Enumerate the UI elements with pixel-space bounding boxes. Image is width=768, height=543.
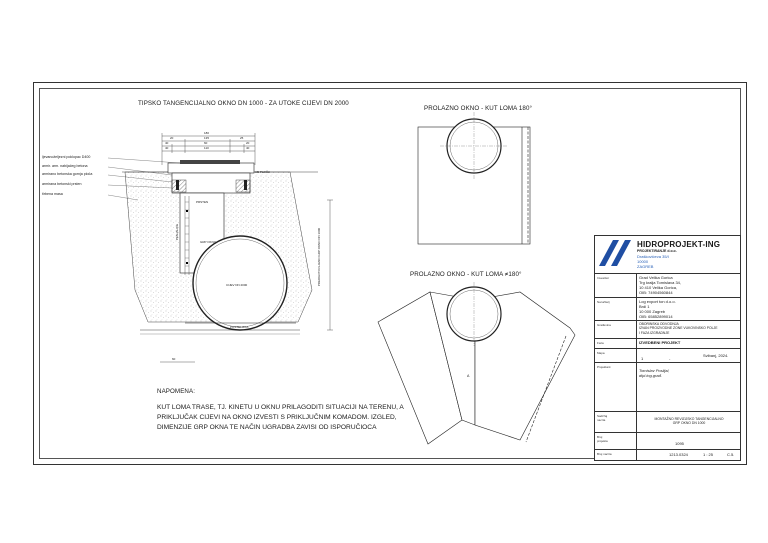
building-value: OBORINSKA ODVODNJA IZVAN PROIZVODNE ZONE VUKOVINSKO POLJE I FAZA IZGRADNJE [639,322,718,335]
dim-2a: 20 [170,136,174,140]
rev-value: C.5. [727,452,735,457]
cover-frame [180,160,240,164]
section-a-label: A [467,374,470,378]
drawing-no-label: Broj nacrta [597,452,612,456]
project-no-label: Broj projekta [597,435,608,443]
title-block [594,235,741,461]
dim-total: 180 [204,131,210,135]
dim-2b: 135 [204,136,210,140]
author-value: Tomislav Poslijal, dipl.ing.građ. [639,368,670,378]
dim-4a: 40 [165,146,169,150]
client-value: Log export ton d.o.o. Brdi 1 10 000 Zagreb OIB: 65852899014 [639,299,676,319]
dim-4b: 110 [204,146,209,150]
label-in-ring: PRSTEN [196,200,209,204]
label-in-pipe: CIJEV DN 2000 [226,283,248,287]
investor-label: Investitor [597,276,610,280]
label-slab: armirano betonska gornja ploča [42,172,93,176]
label-ring: armirana betonski prsten [42,182,82,186]
label-in-grp: GRP OKNO [200,240,217,244]
note-line-1: KUT LOMA TRASE, TJ. KINETU U OKNU PRILAGODITI SITUACIJI NA TERENU, A [157,404,404,411]
company-name: HIDROPROJEKT-ING [637,240,721,249]
manhole-cover [168,163,254,173]
dim-2c: 25 [240,136,244,140]
scale-value: 1 : 25 [703,452,714,457]
label-in-ladder: PENJALICE [175,223,180,241]
label-cover: ljevanoželjezni poklopac D400 [42,155,91,159]
volume-label: Mapa [597,351,605,355]
company-subtitle: PROJEKTIRANJE d.o.o. [637,249,677,253]
dim-4c: 40 [246,146,250,150]
content-value: MONTAŽNO REVIZIJSKO TANGENCIJALNO GRP OKNO DN 1000 [654,417,724,426]
note-line-2: PRIKLJUČAK CIJEVI NA OKNO IZVESTI S PRIKLJUČNIM KOMADOM. IZGLED, [157,414,397,421]
project-no-value: 1095 [675,441,684,446]
building-label: Građevina [597,323,611,327]
heading-pass-not-180: PROLAZNO OKNO - KUT LOMA ≠180° [410,271,522,278]
sheet-value: - [669,356,671,361]
note-title: NAPOMENA: [157,388,196,395]
author-label: Projektant [597,365,611,369]
dim-3a: 40 [165,141,169,145]
company-address: Draškovićeva 35/I 10000 ZAGREB [637,254,669,269]
label-in-side: PREDGOTOVLJENO GRP OKNO DN 1000 [317,227,322,287]
drawing-no-value: 1213.0324 [669,452,688,457]
client-label: Naručitelj [597,300,610,304]
label-in-slab: AB PLOČA [255,170,271,174]
note-line-3: DIMENZIJE GRP OKNA TE NAČIN UGRADBA ZAVISI OD ISPORUČIOCA [157,424,377,431]
dim-bottom: 60 [172,357,176,361]
dim-3b: 60 [204,141,208,145]
phase-label: Faza [597,341,604,345]
investor-value: Grad Velika Gorica Trg kralja Tomislava 34, 10 410 Velika Gorica, OIB: 74904560844 [639,275,682,295]
heading-pass-180: PROLAZNO OKNO - KUT LOMA 180° [424,105,533,112]
place-date: Svibanj, 2024. [703,353,729,358]
company-logo [595,236,635,272]
label-fill: armir. arm. nabijačeg betona [42,164,88,168]
volume-value: 1 [641,356,644,361]
dim-3c: 20 [246,141,250,145]
content-label: Sadržaj nacrta [597,414,608,422]
note-text [157,403,457,433]
label-mass: tirbena masa [42,192,63,196]
main-heading: TIPSKO TANGENCIJALNO OKNO DN 1000 - ZA UTOKE CIJEVI DN 2000 [138,100,349,107]
phase-value: IZVEDBENI PROJEKT [639,340,681,345]
label-in-bedding: POSTELJICA [230,325,249,329]
